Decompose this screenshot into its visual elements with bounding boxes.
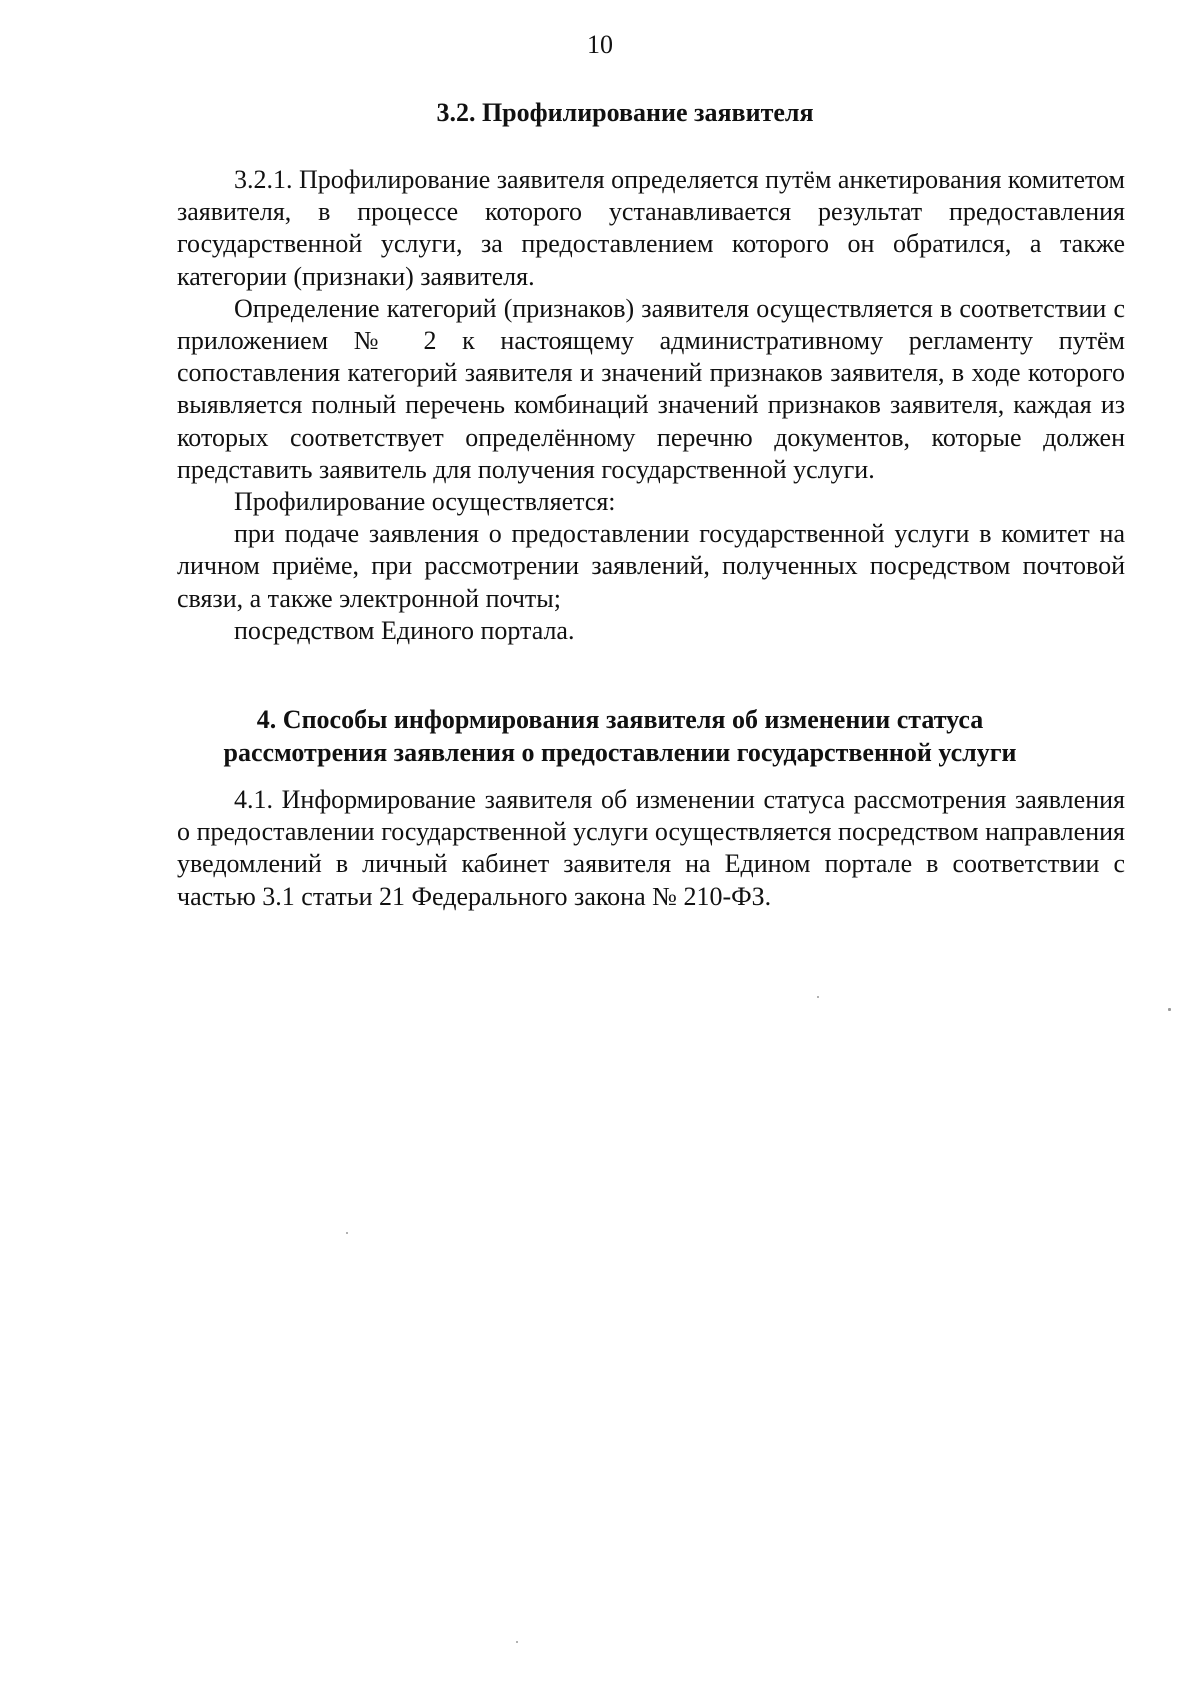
paragraph-profiling-in-person: при подаче заявления о предоставлении государственной услуги в комитет на личном приёме, при рассмотрении заявлений, полученных посредством почтовой связи, а также электронной почты;: [177, 519, 1125, 613]
paragraph-3-2-1: 3.2.1. Профилирование заявителя определяется путём анкетирования комитетом заявителя, в процессе которого устанавливается результат предоставления государственной услуги, за предоставлением которого он обратился, а также категории (признаки) заявителя.: [177, 165, 1125, 291]
section-4-heading: [20, 703, 1200, 769]
paragraph-profiling-portal: посредством Единого портала.: [234, 615, 575, 645]
section-4-body: [177, 784, 1125, 913]
section-4-heading-line-1: 4. Способы информирования заявителя об изменении статуса: [256, 705, 984, 734]
page-number: 10: [587, 30, 613, 59]
scan-speck: [817, 996, 819, 998]
scan-speck: [516, 1641, 518, 1643]
scan-speck: [346, 1232, 348, 1234]
paragraph-categories-definition: Определение категорий (признаков) заявителя осуществляется в соответствии с приложением № 2 к настоящему административному регламенту путём сопоставления категорий заявителя и значений признаков заявителя, в ходе которого выявляется полный перечень комбинаций значений признаков заявителя, каждая из которых соответствует определённому перечню документов, которые должен представить заявитель для получения государственной услуги.: [177, 293, 1125, 484]
paragraph-profiling-intro: Профилирование осуществляется:: [234, 487, 616, 517]
paragraph-4-1: 4.1. Информирование заявителя об изменении статуса рассмотрения заявления о предоставлении государственной услуги осуществляется посредством направления уведомлений в личный кабинет заявителя на Едином портале в соответствии с частью 3.1 статьи 21 Федерального закона № 210-ФЗ.: [177, 785, 1125, 911]
scan-speck: [1168, 1008, 1171, 1011]
section-4-heading-line-2: рассмотрения заявления о предоставлении государственной услуги: [223, 738, 1017, 767]
section-3-2-body: [177, 164, 1125, 647]
section-3-2-heading: 3.2. Профилирование заявителя: [436, 98, 814, 127]
